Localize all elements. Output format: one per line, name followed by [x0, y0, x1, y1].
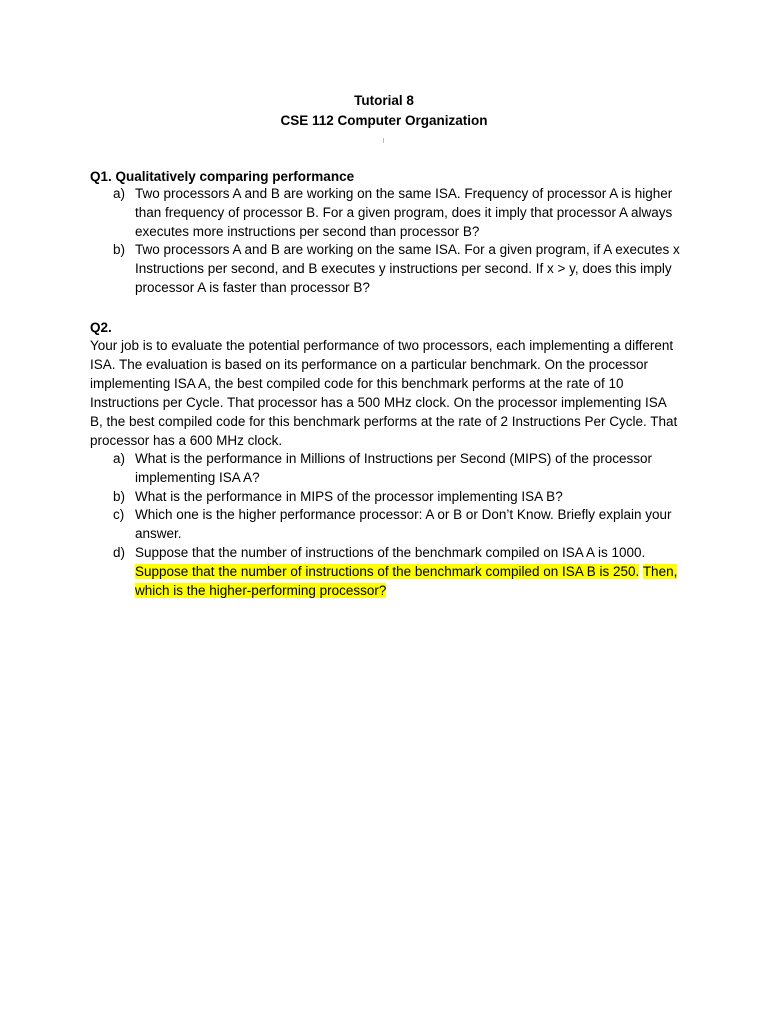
- list-item: [90, 185, 690, 241]
- highlighted-text: Suppose that the number of instructions of the benchmark compiled on ISA B is 250.: [135, 563, 640, 579]
- list-item-text: What is the performance in MIPS of the processor implementing ISA B?: [135, 488, 563, 504]
- list-item-text: Suppose that the number of instructions of the benchmark compiled on ISA A is 1000.: [135, 544, 646, 560]
- list-item: [90, 450, 690, 488]
- course-title: CSE 112 Computer Organization: [280, 113, 488, 128]
- q2-intro-paragraph: Your job is to evaluate the potential performance of two processors, each implementing a different ISA. The evaluation is based on its performance on a particular benchmark. On the processor implementing ISA A, the best compiled code for this benchmark performs at the rate of 10 Instructions per Cycle. That processor has a 500 MHz clock. On the processor implementing ISA B, the best compiled code for this benchmark performs at the rate of 2 Instructions Per Cycle. That processor has a 600 MHz clock.: [90, 338, 678, 448]
- q2-heading: Q2.: [90, 320, 112, 335]
- list-item-text: Two processors A and B are working on the same ISA. For a given program, if A executes x Instructions per second, and B executes y instructions per second. If x > y, does this imply processor A is faster than processor B?: [135, 242, 680, 295]
- list-marker: a): [113, 186, 126, 201]
- q1-heading: Q1. Qualitatively comparing performance: [90, 169, 355, 184]
- list-marker: b): [113, 488, 126, 504]
- list-marker: a): [113, 451, 126, 466]
- list-marker: c): [113, 507, 125, 523]
- list-item: [90, 506, 690, 544]
- q2-list: [90, 450, 690, 600]
- list-item-text: What is the performance in Millions of Instructions per Second (MIPS) of the processor implementing ISA A?: [135, 451, 652, 485]
- list-marker: d): [113, 544, 126, 560]
- highlighted-text: Then, which is the higher-performing processor?: [135, 563, 678, 598]
- list-item: [90, 241, 690, 297]
- page-title: Tutorial 8: [354, 93, 414, 108]
- list-item-text: Which one is the higher performance processor: A or B or Don’t Know. Briefly explain your answer.: [135, 507, 672, 542]
- list-marker: b): [113, 242, 126, 258]
- list-item: [90, 544, 690, 600]
- list-item: [90, 488, 690, 507]
- stray-mark: [383, 138, 384, 143]
- q1-list: [90, 185, 690, 298]
- list-item-text: Two processors A and B are working on the same ISA. Frequency of processor A is higher than frequency of processor B. For a given program, does it imply that processor A always executes more instructions per second than processor B?: [135, 186, 673, 239]
